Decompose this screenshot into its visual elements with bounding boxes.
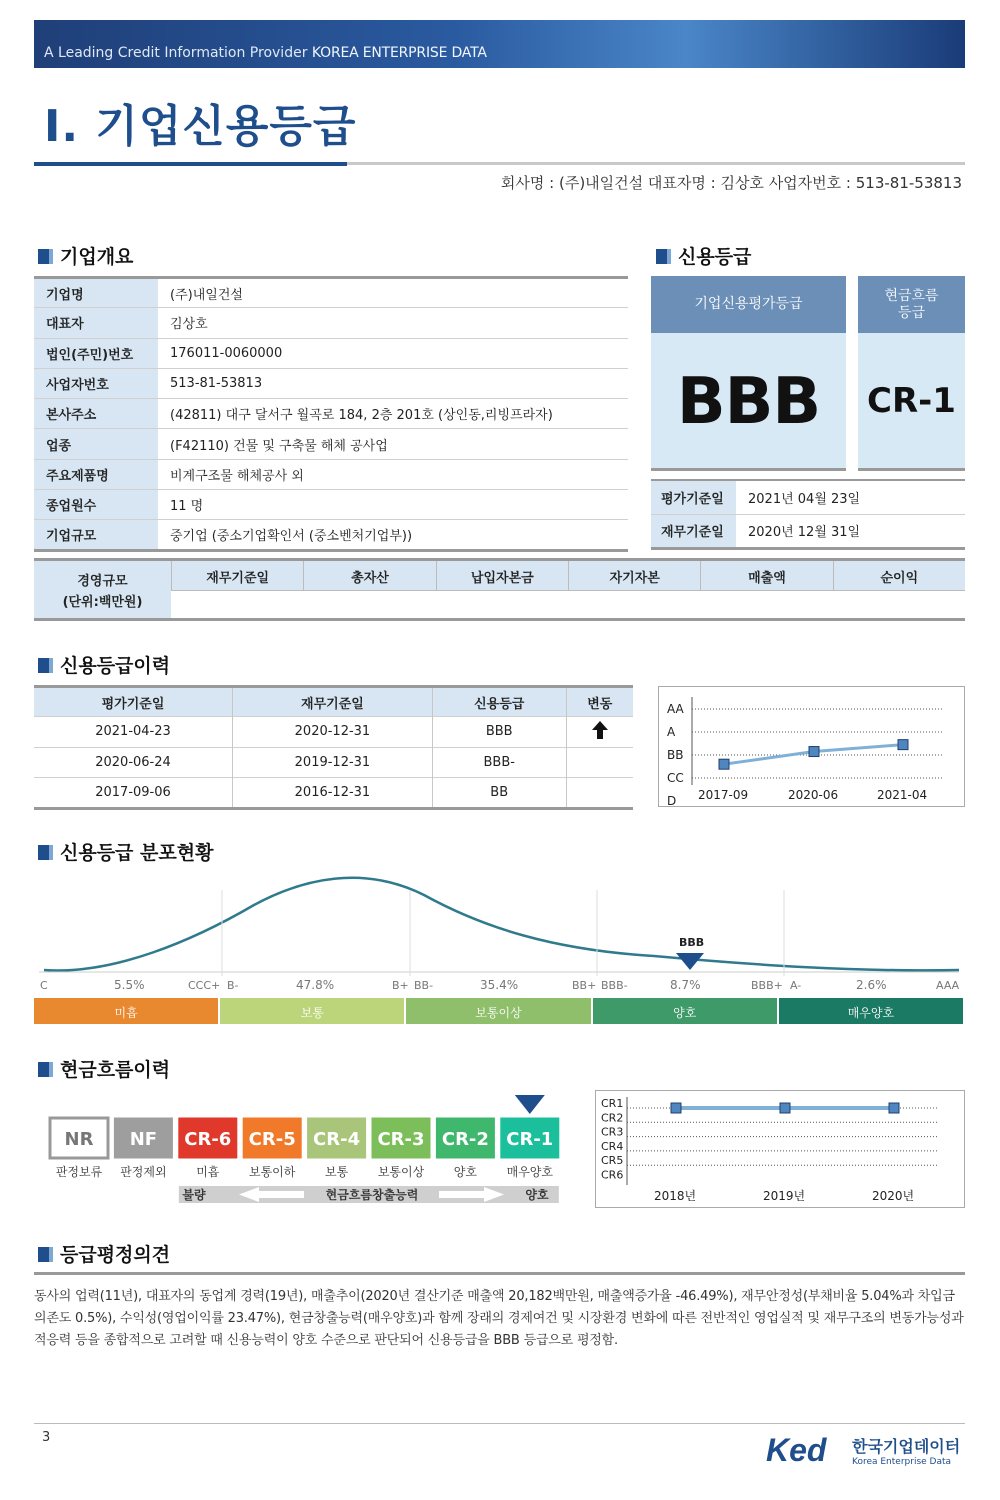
history-row xyxy=(34,747,633,778)
title-divider-accent xyxy=(34,162,347,166)
distribution-boundary-label: C xyxy=(40,979,48,992)
overview-value: (F42110) 건물 및 구축물 해체 공사업 xyxy=(158,429,628,459)
overview-key: 기업규모 xyxy=(34,520,158,550)
grade-band: 보통 xyxy=(220,998,406,1024)
eval-date-value: 2021년 04월 23일 xyxy=(736,480,965,514)
history-table xyxy=(34,685,633,810)
history-point xyxy=(719,759,729,769)
credit-rating-head: 기업신용평가등급 xyxy=(651,276,846,333)
up-arrow-icon xyxy=(590,720,610,740)
overview-key: 본사주소 xyxy=(34,399,158,429)
distribution-boundary-label: BBB- xyxy=(601,979,628,992)
credit-heading-text: 신용등급 xyxy=(678,246,752,268)
overview-row xyxy=(34,429,628,459)
cashflow-y-tick: CR1 xyxy=(601,1097,624,1110)
history-header-cell: 신용등급 xyxy=(432,687,566,717)
history-y-tick: AA xyxy=(667,702,684,716)
footer-divider xyxy=(34,1423,965,1424)
svg-text:Korea Enterprise Data: Korea Enterprise Data xyxy=(852,1457,952,1467)
cashflow-badge-desc: 미흡 xyxy=(196,1165,220,1179)
opinion-text: 동사의 업력(11년), 대표자의 동업계 경력(19년), 매출추이(2020년 결산기준 매출액 20,182백만원, 매출액증가율 -46.49%), 재무안정성(부채비율 5.04%과 차입금의존도 0.5%), 수익성(영업이익률 23.47%), 현금창출능력(매우양호)과 함께 장래의 경제여건 및 시장환경 변화에 따른 전반적인 영업실적 및 재무구조의 변동가능성과 적응력 등을 종합적으로 고려할 때 신용능력이 양호 수준으로 판단되어 신용등급을 BBB 등급으로 평정함. xyxy=(34,1289,964,1348)
scale-header-cell: 매출액 xyxy=(700,561,832,590)
cashflow-badge-code: CR-3 xyxy=(377,1129,425,1150)
history-x-tick: 2017-09 xyxy=(698,788,749,802)
scale-label-line1: 경영규모 xyxy=(77,574,128,589)
opinion-heading xyxy=(38,1240,170,1267)
scale-header-cell: 재무기준일 xyxy=(171,561,303,590)
current-cashflow-marker-icon xyxy=(515,1095,545,1114)
history-point xyxy=(809,747,819,757)
cashflow-badge-desc: 보통 xyxy=(325,1165,349,1179)
history-y-tick: CC xyxy=(667,771,684,785)
cashflow-x-tick: 2020년 xyxy=(872,1189,915,1203)
overview-value: 비계구조물 해체공사 외 xyxy=(158,459,628,489)
overview-value: (42811) 대구 달서구 월곡로 184, 2층 201호 (상인동,리빙프라자) xyxy=(158,399,628,429)
history-y-tick: D xyxy=(667,794,677,806)
history-heading-text: 신용등급이력 xyxy=(60,655,171,677)
distribution-boundary-label: B- xyxy=(227,979,239,992)
cashflow-scale-svg xyxy=(34,1092,564,1212)
banner-tagline: A Leading Credit Information Provider xyxy=(44,45,308,61)
distribution-boundary-label: B+ xyxy=(392,979,409,992)
cashflow-badge-desc: 보통이상 xyxy=(377,1165,425,1179)
section-marker-icon xyxy=(656,249,671,264)
overview-row xyxy=(34,278,628,308)
ked-logo-icon xyxy=(766,1430,966,1470)
overview-row xyxy=(34,399,628,429)
page-title: I. 기업신용등급 xyxy=(44,101,357,152)
distribution-boundary-label: BB+ xyxy=(572,979,597,992)
cashflow-x-tick: 2019년 xyxy=(763,1189,806,1203)
distribution-heading-text: 신용등급 분포현황 xyxy=(60,842,214,864)
eval-date-row xyxy=(651,480,965,514)
fin-date-row xyxy=(651,514,965,548)
cashflow-y-tick: CR6 xyxy=(601,1168,624,1182)
history-row xyxy=(34,717,633,748)
overview-row xyxy=(34,338,628,368)
distribution-percent-label: 8.7% xyxy=(670,978,701,992)
opinion-divider xyxy=(34,1272,965,1275)
current-grade-marker-label: BBB xyxy=(679,936,705,949)
cashflow-rating-box xyxy=(858,276,965,471)
cashflow-badge-desc: 매우양호 xyxy=(506,1165,553,1179)
cashflow-badge-desc: 보통이하 xyxy=(249,1165,296,1179)
cashflow-badge-code: CR-4 xyxy=(313,1129,361,1150)
history-row xyxy=(34,778,633,809)
overview-key: 대표자 xyxy=(34,308,158,338)
cashflow-badge-code: CR-5 xyxy=(248,1129,296,1150)
company-logo xyxy=(766,1430,966,1470)
overview-table xyxy=(34,276,628,552)
overview-key: 종업원수 xyxy=(34,490,158,520)
history-chart-svg xyxy=(659,687,964,806)
cashflow-scale xyxy=(34,1092,564,1212)
cashflow-badge-code: CR-6 xyxy=(184,1129,232,1150)
cashflow-y-tick: CR3 xyxy=(601,1125,624,1139)
overview-row xyxy=(34,308,628,338)
history-fin-date: 2020-12-31 xyxy=(233,717,433,748)
business-scale-headers xyxy=(171,561,965,591)
history-y-tick: A xyxy=(667,725,676,739)
overview-value: 176011-0060000 xyxy=(158,338,628,368)
distribution-percent-label: 2.6% xyxy=(856,978,887,992)
overview-key: 주요제품명 xyxy=(34,459,158,489)
overview-heading xyxy=(38,242,133,269)
overview-value: 김상호 xyxy=(158,308,628,338)
overview-value: (주)내일건설 xyxy=(158,278,628,308)
rating-dates-table xyxy=(651,479,965,550)
cashflow-arrow-mid-label: 현금흐름창출능력 xyxy=(325,1188,419,1202)
cashflow-y-tick: CR5 xyxy=(601,1154,624,1168)
fin-date-value: 2020년 12월 31일 xyxy=(736,514,965,548)
opinion-heading-text: 등급평정의견 xyxy=(60,1244,171,1266)
distribution-percent-label: 5.5% xyxy=(114,978,145,992)
scale-header-cell: 납입자본금 xyxy=(436,561,568,590)
cashflow-point xyxy=(889,1103,899,1113)
distribution-percent-label: 47.8% xyxy=(296,978,335,992)
distribution-boundary-label: AAA xyxy=(936,979,960,992)
history-point xyxy=(898,740,908,750)
overview-key: 사업자번호 xyxy=(34,368,158,398)
cashflow-point xyxy=(780,1103,790,1113)
history-change xyxy=(566,717,633,748)
section-marker-icon xyxy=(38,845,53,860)
history-grade: BB xyxy=(432,778,566,809)
distribution-boundary-label: BBB+ xyxy=(751,979,783,992)
grade-band: 양호 xyxy=(593,998,779,1024)
overview-row xyxy=(34,459,628,489)
overview-heading-text: 기업개요 xyxy=(60,246,134,268)
banner-text xyxy=(44,45,487,61)
history-heading xyxy=(38,651,170,678)
cashflow-x-tick: 2018년 xyxy=(654,1189,697,1203)
distribution-chart-svg xyxy=(34,860,965,1000)
cashflow-heading xyxy=(38,1055,170,1082)
distribution-curve xyxy=(44,878,959,971)
history-grade: BBB xyxy=(432,717,566,748)
history-chart xyxy=(658,686,965,807)
cashflow-heading-text: 현금흐름이력 xyxy=(60,1059,171,1081)
overview-value: 513-81-53813 xyxy=(158,368,628,398)
history-eval-date: 2021-04-23 xyxy=(34,717,233,748)
section-marker-icon xyxy=(38,1062,53,1077)
cashflow-y-tick: CR4 xyxy=(601,1139,624,1153)
header-banner xyxy=(34,20,965,68)
history-grade: BBB- xyxy=(432,747,566,778)
cashflow-arrow-left-label: 불량 xyxy=(182,1188,206,1202)
cashflow-point xyxy=(671,1103,681,1113)
banner-brand: KOREA ENTERPRISE DATA xyxy=(311,45,487,61)
credit-rating-value: BBB xyxy=(676,365,821,439)
cashflow-arrow-right-label: 양호 xyxy=(525,1188,549,1202)
business-scale-label xyxy=(34,561,171,618)
history-change xyxy=(566,747,633,778)
grade-band-bar xyxy=(34,998,965,1024)
cashflow-badge-desc: 판정보류 xyxy=(55,1165,103,1179)
grade-band: 보통이상 xyxy=(406,998,592,1024)
distribution-boundary-label: A- xyxy=(790,979,802,992)
history-x-tick: 2021-04 xyxy=(877,788,928,802)
cashflow-chart-svg xyxy=(596,1091,964,1207)
distribution-percent-label: 35.4% xyxy=(480,978,519,992)
cashflow-badge-code: CR-2 xyxy=(441,1129,489,1150)
distribution-boundary-label: CCC+ xyxy=(188,979,221,992)
history-header-row xyxy=(34,687,633,717)
cashflow-history-chart xyxy=(595,1090,965,1208)
cashflow-head-line1: 현금흐름 xyxy=(884,287,939,304)
scale-label-line2: (단위:백만원) xyxy=(62,595,143,610)
history-eval-date: 2020-06-24 xyxy=(34,747,233,778)
history-x-tick: 2020-06 xyxy=(788,788,839,802)
cashflow-badge-desc: 판정제외 xyxy=(120,1165,167,1179)
scale-header-cell: 자기자본 xyxy=(568,561,700,590)
section-marker-icon xyxy=(38,249,53,264)
cashflow-rating-value: CR-1 xyxy=(867,381,956,421)
distribution-boundary-label: BB- xyxy=(414,979,434,992)
history-fin-date: 2016-12-31 xyxy=(233,778,433,809)
grade-band: 매우양호 xyxy=(779,998,965,1024)
credit-heading xyxy=(656,242,751,269)
overview-row xyxy=(34,490,628,520)
svg-text:Ked: Ked xyxy=(766,1432,827,1468)
cashflow-badge-code: CR-1 xyxy=(506,1129,554,1150)
overview-row xyxy=(34,520,628,550)
history-fin-date: 2019-12-31 xyxy=(233,747,433,778)
cashflow-rating-head xyxy=(858,276,965,333)
overview-key: 법인(주민)번호 xyxy=(34,338,158,368)
fin-date-label: 재무기준일 xyxy=(651,514,736,548)
business-scale-table xyxy=(34,558,965,621)
overview-value: 11 명 xyxy=(158,490,628,520)
history-header-cell: 재무기준일 xyxy=(233,687,433,717)
history-eval-date: 2017-09-06 xyxy=(34,778,233,809)
cashflow-y-tick: CR2 xyxy=(601,1111,624,1125)
eval-date-label: 평가기준일 xyxy=(651,480,736,514)
cashflow-head-line2: 등급 xyxy=(897,304,926,321)
history-y-tick: BB xyxy=(667,748,684,762)
section-marker-icon xyxy=(38,658,53,673)
scale-header-cell: 순이익 xyxy=(833,561,965,590)
history-change xyxy=(566,778,633,809)
grade-band: 미흡 xyxy=(34,998,220,1024)
company-info-line: 회사명 : (주)내일건설 대표자명 : 김상호 사업자번호 : 513-81-53813 xyxy=(500,174,962,192)
credit-rating-box xyxy=(651,276,846,471)
cashflow-badge-code: NF xyxy=(129,1129,158,1150)
page-number: 3 xyxy=(42,1430,51,1445)
overview-value: 중기업 (중소기업확인서 (중소벤처기업부)) xyxy=(170,529,413,545)
cashflow-badge-desc: 양호 xyxy=(453,1165,477,1179)
history-header-cell: 변동 xyxy=(566,687,633,717)
overview-key: 기업명 xyxy=(34,278,158,308)
cashflow-badge-code: NR xyxy=(64,1129,94,1150)
scale-header-cell: 총자산 xyxy=(303,561,435,590)
current-grade-marker-icon xyxy=(676,953,704,970)
overview-key: 업종 xyxy=(34,429,158,459)
section-marker-icon xyxy=(38,1247,53,1262)
history-header-cell: 평가기준일 xyxy=(34,687,233,717)
svg-text:한국기업데이터: 한국기업데이터 xyxy=(852,1437,961,1456)
overview-row xyxy=(34,368,628,398)
